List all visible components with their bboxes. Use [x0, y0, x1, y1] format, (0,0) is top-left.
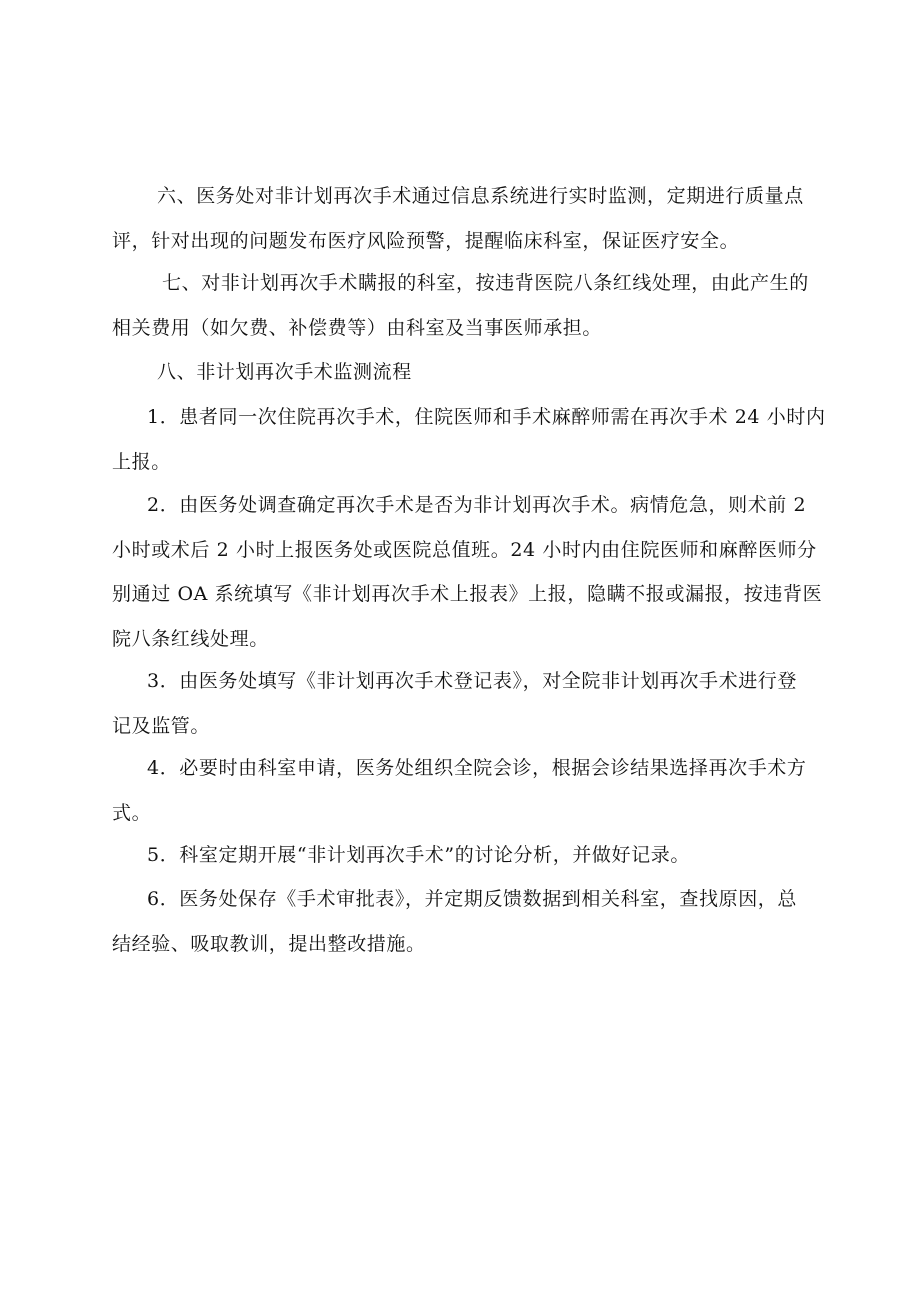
paragraph-line: 结经验、吸取教训，提出整改措施。	[112, 932, 426, 955]
step-6	[112, 877, 820, 966]
step-3	[112, 659, 820, 748]
paragraph-six	[112, 174, 820, 263]
paragraph-line: 七、对非计划再次手术瞒报的科室，按违背医院八条红线处理，由此产生的	[162, 272, 809, 294]
step-5	[112, 833, 820, 878]
paragraph-line: 相关费用（如欠费、补偿费等）由科室及当事医师承担。	[112, 316, 603, 339]
paragraph-line: 4．必要时由科室申请，医务处组织全院会诊，根据会诊结果选择再次手术方	[147, 757, 807, 779]
paragraph-line: 式。	[112, 801, 152, 824]
paragraph-line: 6．医务处保存《手术审批表》，并定期反馈数据到相关科室，查找原因，总	[147, 888, 797, 910]
paragraph-line: 八、非计划再次手术监测流程	[157, 361, 412, 383]
paragraph-line: 六、医务处对非计划再次手术通过信息系统进行实时监测，定期进行质量点	[157, 185, 804, 207]
paragraph-eight-heading	[112, 350, 820, 395]
paragraph-line: 5．科室定期开展“非计划再次手术”的讨论分析，并做好记录。	[147, 844, 690, 866]
paragraph-line: 记及监管。	[112, 714, 211, 737]
paragraph-line: 别通过 OA 系统填写《非计划再次手术上报表》上报，隐瞒不报或漏报，按违背医	[112, 583, 823, 605]
paragraph-line: 小时或术后 2 小时上报医务处或医院总值班。24 小时内由住院医师和麻醉医师分	[112, 538, 817, 561]
paragraph-line: 1．患者同一次住院再次手术，住院医师和手术麻醉师需在再次手术 24 小时内	[147, 406, 826, 428]
paragraph-line: 3．由医务处填写《非计划再次手术登记表》，对全院非计划再次手术进行登	[147, 670, 797, 692]
paragraph-line: 2．由医务处调查确定再次手术是否为非计划再次手术。病情危急，则术前 2	[147, 494, 807, 516]
paragraph-line: 上报。	[112, 450, 171, 473]
step-4	[112, 746, 820, 835]
paragraph-line: 评，针对出现的问题发布医疗风险预警，提醒临床科室，保证医疗安全。	[112, 229, 740, 252]
paragraph-seven	[112, 261, 820, 350]
step-2	[112, 483, 823, 661]
paragraph-line: 院八条红线处理。	[112, 627, 269, 650]
step-1	[112, 395, 826, 484]
